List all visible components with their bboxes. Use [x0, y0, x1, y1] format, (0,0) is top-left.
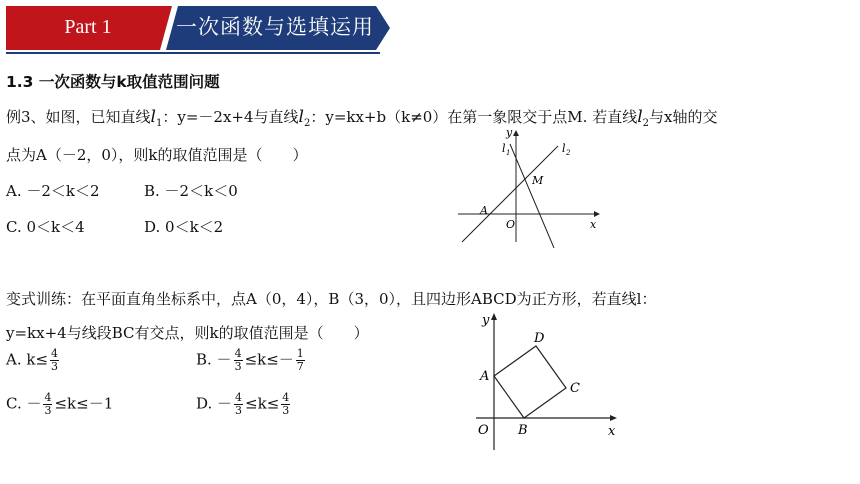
header-banner — [0, 0, 860, 60]
numerator: 4 — [44, 391, 52, 404]
numerator: 4 — [282, 391, 290, 404]
option-c-suffix: ≤k≤－1 — [54, 394, 114, 413]
option-b-middle: ≤k≤－ — [244, 350, 294, 369]
l2-symbol-2: l — [637, 107, 643, 127]
example3-line2: 点为A（－2，0），则k的取值范围是（ ） — [6, 146, 308, 164]
square-ABCD — [494, 346, 566, 418]
label-x: x — [590, 218, 597, 231]
option-c-prefix: C. － — [6, 394, 42, 413]
fraction-4-3 — [50, 348, 59, 373]
label-O: O — [506, 218, 516, 231]
label-M: M — [532, 174, 544, 187]
numerator: 4 — [51, 347, 59, 360]
option-a-prefix: A. k≤ — [6, 350, 49, 369]
label-l1: l — [502, 142, 506, 155]
label-l2-sub: 2 — [566, 149, 571, 157]
l2-symbol: l — [298, 107, 304, 127]
variant-option-a — [6, 348, 61, 373]
label-A: A — [480, 204, 488, 217]
label-O: O — [478, 423, 489, 438]
example3-text-c: ：y=kx+b（k≠0）在第一象限交于点M. 若直线 — [310, 108, 638, 126]
label-l1-sub: 1 — [506, 149, 511, 157]
sub-heading: 1.3 一次函数与k取值范围问题 — [6, 73, 220, 91]
label-B: B — [518, 423, 528, 438]
fraction-4-3 — [43, 392, 52, 417]
l2-subscript: 2 — [303, 118, 311, 129]
example3-option-b: B. －2＜k＜0 — [144, 182, 238, 200]
example3-option-a: A. －2＜k＜2 — [6, 182, 100, 200]
variant-line2: y=kx+4与线段BC有交点，则k的取值范围是（ ） — [6, 324, 369, 342]
part-label: Part 1 — [64, 16, 112, 38]
option-d-middle: ≤k≤ — [245, 394, 280, 413]
example3-option-d: D. 0＜k＜2 — [144, 218, 224, 236]
fraction-4-3 — [234, 348, 243, 373]
line-l1 — [510, 144, 554, 248]
variant-line1: 变式训练：在平面直角坐标系中，点A（0，4），B（3，0），且四边形ABCD为正方形，若直线l： — [6, 290, 657, 308]
l1-subscript: 1 — [155, 118, 163, 129]
label-y: y — [506, 126, 513, 139]
label-A: A — [480, 369, 490, 384]
l2-subscript-2: 2 — [642, 118, 650, 129]
label-x: x — [608, 424, 616, 439]
variant-option-b — [196, 348, 307, 373]
y-axis-arrow — [491, 313, 497, 320]
label-y: y — [482, 313, 490, 328]
option-d-prefix: D. － — [196, 394, 233, 413]
example3-graph — [450, 124, 610, 248]
example3-text-a: 例3、如图，已知直线 — [6, 108, 151, 126]
fraction-4-3 — [281, 392, 290, 417]
denominator: 3 — [51, 360, 59, 373]
x-axis-arrow — [594, 211, 600, 217]
y-axis-arrow — [513, 130, 519, 136]
l1-symbol: l — [150, 107, 156, 127]
option-b-prefix: B. － — [196, 350, 232, 369]
label-l2: l — [562, 142, 566, 155]
denominator: 7 — [296, 360, 304, 373]
label-C: C — [570, 381, 580, 396]
denominator: 3 — [235, 404, 243, 417]
fraction-4-3 — [234, 392, 243, 417]
example3-text-d: 与x轴的交 — [649, 108, 718, 126]
variant-graph — [470, 310, 630, 456]
denominator: 3 — [282, 404, 290, 417]
x-axis-arrow — [610, 415, 617, 421]
denominator: 3 — [234, 360, 242, 373]
example3-line1 — [6, 106, 717, 129]
fraction-1-7 — [296, 348, 305, 373]
example3-option-c: C. 0＜k＜4 — [6, 218, 85, 236]
section-title: 一次函数与选填运用 — [176, 15, 374, 39]
label-D: D — [534, 331, 545, 346]
variant-option-d — [196, 392, 292, 417]
numerator: 4 — [234, 347, 242, 360]
variant-option-c — [6, 392, 113, 417]
numerator: 4 — [235, 391, 243, 404]
numerator: 1 — [296, 347, 304, 360]
example3-text-b: ：y=－2x+4与直线 — [162, 108, 299, 126]
denominator: 3 — [44, 404, 52, 417]
